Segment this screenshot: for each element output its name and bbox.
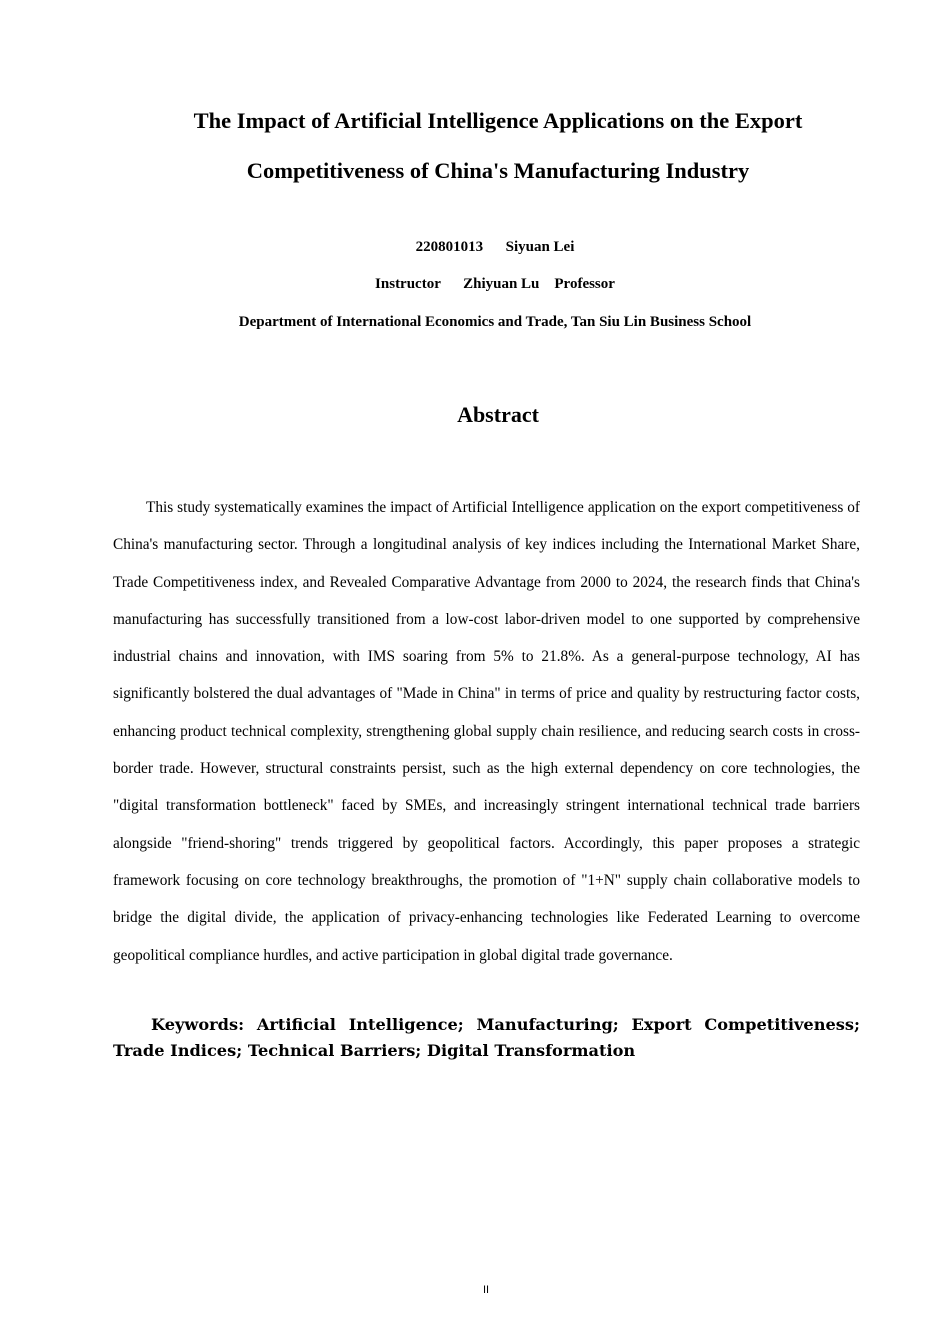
paper-title (0, 96, 950, 196)
student-id-and-name: 220801013 Siyuan Lei (415, 239, 575, 255)
paper-title-line-2: Competitiveness of China's Manufacturing Industry (246, 158, 750, 183)
abstract-body: This study systematically examines the impact of Artificial Intelligence application on the export competitiveness of China's manufacturing sector. Through a longitudinal analysis of key indices including the International Market Share, Trade Competitiveness index, and Revealed Comparative Advantage from 2000 to 2024, the research finds that China's manufacturing has successfully transitioned from a low-cost labor-driven model to one supported by comprehensive industrial chains and innovation, with IMS soaring from 5% to 21.8%. As a general-purpose technology, AI has significantly bolstered the dual advantages of "Made in China" in terms of price and quality by restructuring factor costs, enhancing product technical complexity, strengthening global supply chain resilience, and reducing search costs in cross-border trade. However, structural constraints persist, such as the high external dependency on core technologies, the "digital transformation bottleneck" faced by SMEs, and increasingly stringent international technical trade barriers alongside "friend-shoring" trends triggered by geopolitical factors. Accordingly, this paper proposes a strategic framework focusing on core technology breakthroughs, the promotion of "1+N" supply chain collaborative models to bridge the digital divide, the application of privacy-enhancing technologies like Federated Learning to overcome geopolitical compliance hurdles, and active participation in global digital trade governance. (113, 499, 860, 964)
keywords: Keywords: Artificial Intelligence; Manufacturing; Export Competitiveness; Trade Indices; Technical Barriers; Digital Transformation (113, 1015, 860, 1060)
page-number: II (482, 1284, 490, 1296)
paper-title-line-1: The Impact of Artificial Intelligence Applications on the Export (193, 108, 803, 133)
abstract-heading: Abstract (457, 402, 539, 427)
instructor-line: Instructor Zhiyuan Lu Professor (375, 276, 615, 292)
department-line: Department of International Economics and Trade, Tan Siu Lin Business School (238, 314, 752, 330)
